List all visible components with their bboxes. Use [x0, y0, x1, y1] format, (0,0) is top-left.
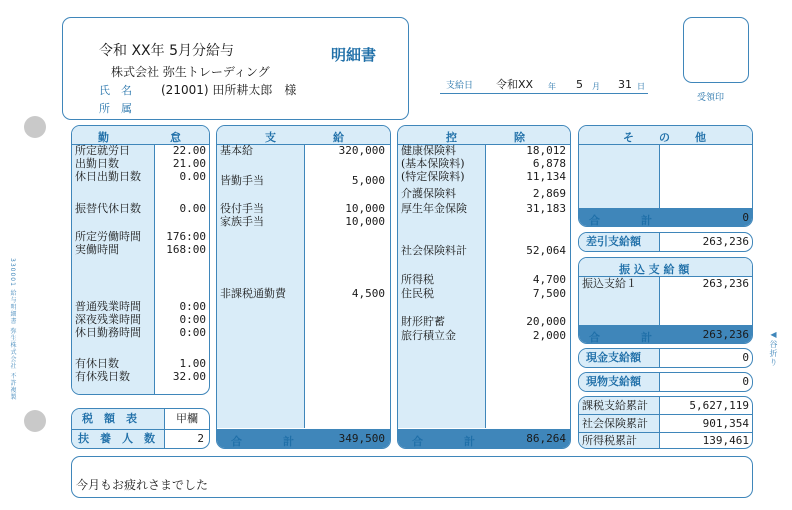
- ded-label-2: (特定保険料): [401, 170, 465, 183]
- dependents-label: 扶 養 人 数: [78, 432, 155, 445]
- deductions-total-char1: 合: [412, 435, 423, 448]
- att-value-4: 176:00: [166, 230, 206, 243]
- transfer-total-char2: 計: [641, 331, 652, 344]
- att-label-7: 深夜残業時間: [75, 313, 141, 326]
- cum-value-2: 139,461: [702, 434, 749, 447]
- att-label-0: 所定就労日: [75, 144, 130, 157]
- att-value-9: 1.00: [179, 357, 206, 370]
- payments-panel: [216, 125, 391, 449]
- cash-row: [578, 348, 753, 368]
- att-value-6: 0:00: [179, 300, 206, 313]
- cash-value: 0: [742, 351, 749, 364]
- att-label-8: 休日勤務時間: [75, 326, 141, 339]
- pay-label-2: 役付手当: [220, 202, 264, 215]
- att-value-1: 21.00: [172, 157, 206, 170]
- payments-header-char1: 支: [265, 131, 276, 144]
- deductions-header: [398, 126, 570, 145]
- pay-value-3: 10,000: [345, 215, 385, 228]
- cum-label-0: 課税支給累計: [582, 399, 648, 412]
- pay-value-1: 5,000: [351, 174, 385, 187]
- ded-label-8: 財形貯蓄: [401, 315, 445, 328]
- pay-value-4: 4,500: [351, 287, 385, 300]
- att-value-3: 0.00: [179, 202, 206, 215]
- other-panel: [578, 125, 753, 227]
- att-label-1: 出勤日数: [75, 157, 119, 170]
- ded-value-4: 31,183: [526, 202, 566, 215]
- tax-table-value: 甲欄: [176, 412, 198, 425]
- ded-label-3: 介護保険料: [401, 187, 456, 200]
- deductions-panel: [397, 125, 571, 449]
- transfer-row-label: 振込支給１: [582, 277, 637, 290]
- payday-day-unit: 日: [637, 82, 645, 91]
- punch-hole-bottom: [24, 410, 46, 432]
- other-total: 0: [742, 211, 749, 224]
- punch-hole-top: [24, 116, 46, 138]
- ded-value-5: 52,064: [526, 244, 566, 257]
- company-name: 株式会社 弥生トレーディング: [111, 65, 270, 79]
- dependents-value: 2: [197, 432, 204, 445]
- att-value-8: 0:00: [179, 326, 206, 339]
- deductions-header-char2: 除: [514, 131, 525, 144]
- ded-label-4: 厚生年金保険: [401, 202, 467, 215]
- payday-month-unit: 月: [592, 82, 600, 91]
- pay-value-0: 320,000: [338, 144, 385, 157]
- title-box: [62, 17, 409, 120]
- payments-total-char1: 合: [231, 435, 242, 448]
- cum-label-1: 社会保険累計: [582, 417, 648, 430]
- tax-table-label: 税 額 表: [82, 412, 137, 425]
- attendance-panel: [71, 125, 210, 395]
- message-text: 今月もお疲れさまでした: [76, 478, 209, 492]
- payments-header: [217, 126, 390, 145]
- stamp-label: 受領印: [697, 93, 725, 103]
- att-label-10: 有休残日数: [75, 370, 130, 383]
- cum-value-0: 5,627,119: [689, 399, 749, 412]
- pay-value-2: 10,000: [345, 202, 385, 215]
- payments-header-char2: 給: [333, 131, 344, 144]
- deductions-total-char2: 計: [464, 435, 475, 448]
- ded-value-8: 20,000: [526, 315, 566, 328]
- cumulative-panel: [578, 396, 753, 449]
- pay-label-1: 皆勤手当: [220, 174, 264, 187]
- ded-label-5: 社会保険料計: [401, 244, 467, 257]
- payday-month: 5: [576, 78, 583, 91]
- net-pay-label: 差引支給額: [586, 235, 641, 248]
- other-total-char2: 計: [641, 214, 652, 227]
- ded-value-7: 7,500: [532, 287, 566, 300]
- att-label-2: 休日出勤日数: [75, 170, 141, 183]
- cum-value-1: 901,354: [702, 417, 749, 430]
- att-label-4: 所定労働時間: [75, 230, 141, 243]
- payday-era: 令和XX: [496, 78, 534, 91]
- dept-label: 所 属: [99, 102, 132, 115]
- payday-day: 31: [618, 78, 632, 91]
- payday-label: 支給日: [446, 81, 474, 91]
- side-print: 330001 給与明細書 弥生株式会社 不許複製: [9, 258, 16, 401]
- pay-date: [440, 76, 648, 94]
- transfer-header-label: 振 込 支 給 額: [619, 263, 690, 276]
- transfer-total: 263,236: [702, 328, 749, 341]
- cum-label-2: 所得税累計: [582, 434, 637, 447]
- inkind-value: 0: [742, 375, 749, 388]
- att-label-6: 普通残業時間: [75, 300, 141, 313]
- transfer-panel: [578, 257, 753, 344]
- deductions-header-char1: 控: [446, 131, 457, 144]
- transfer-total-char1: 合: [589, 331, 600, 344]
- att-label-5: 実働時間: [75, 243, 119, 256]
- payments-total-char2: 計: [283, 435, 294, 448]
- other-total-char1: 合: [589, 214, 600, 227]
- ded-label-1: (基本保険料): [401, 157, 465, 170]
- pay-label-0: 基本給: [220, 144, 253, 157]
- other-header: [579, 126, 752, 145]
- fold-mark: ◀谷折り: [769, 330, 778, 367]
- ded-value-9: 2,000: [532, 329, 566, 342]
- doc-title: 明細書: [331, 46, 377, 64]
- ded-value-1: 6,878: [532, 157, 566, 170]
- ded-label-6: 所得税: [401, 273, 434, 286]
- inkind-label: 現物支給額: [586, 375, 641, 388]
- deductions-total: 86,264: [526, 432, 566, 445]
- stamp-box: [683, 17, 749, 83]
- pay-period-title: 令和 XX年 5月分給与: [99, 43, 234, 59]
- att-label-9: 有休日数: [75, 357, 119, 370]
- ded-value-2: 11,134: [526, 170, 566, 183]
- other-header-char1: そ: [623, 131, 634, 144]
- ded-label-9: 旅行積立金: [401, 329, 456, 342]
- employee-name: (21001) 田所耕太郎 様: [161, 83, 297, 97]
- ded-label-7: 住民税: [401, 287, 434, 300]
- inkind-row: [578, 372, 753, 392]
- pay-label-3: 家族手当: [220, 215, 264, 228]
- attendance-header-char2: 怠: [170, 131, 181, 144]
- ded-value-0: 18,012: [526, 144, 566, 157]
- att-label-3: 振替代休日数: [75, 202, 141, 215]
- name-label: 氏 名: [99, 84, 132, 97]
- att-value-10: 32.00: [172, 370, 206, 383]
- ded-value-6: 4,700: [532, 273, 566, 286]
- other-header-char3: 他: [695, 131, 706, 144]
- net-pay-value: 263,236: [702, 235, 749, 248]
- other-header-char2: の: [659, 131, 670, 144]
- attendance-header: [72, 126, 209, 145]
- cash-label: 現金支給額: [586, 351, 641, 364]
- transfer-header: [579, 258, 752, 277]
- message-box: [71, 456, 753, 498]
- att-value-5: 168:00: [166, 243, 206, 256]
- payday-year-unit: 年: [548, 82, 556, 91]
- attendance-header-char1: 勤: [98, 131, 109, 144]
- pay-label-4: 非課税通勤費: [220, 287, 286, 300]
- att-value-7: 0:00: [179, 313, 206, 326]
- att-value-0: 22.00: [172, 144, 206, 157]
- ded-value-3: 2,869: [532, 187, 566, 200]
- att-value-2: 0.00: [179, 170, 206, 183]
- ded-label-0: 健康保険料: [401, 144, 456, 157]
- tax-panel: [71, 408, 210, 449]
- payments-total: 349,500: [338, 432, 385, 445]
- net-pay-row: [578, 232, 753, 252]
- transfer-row-value: 263,236: [702, 277, 749, 290]
